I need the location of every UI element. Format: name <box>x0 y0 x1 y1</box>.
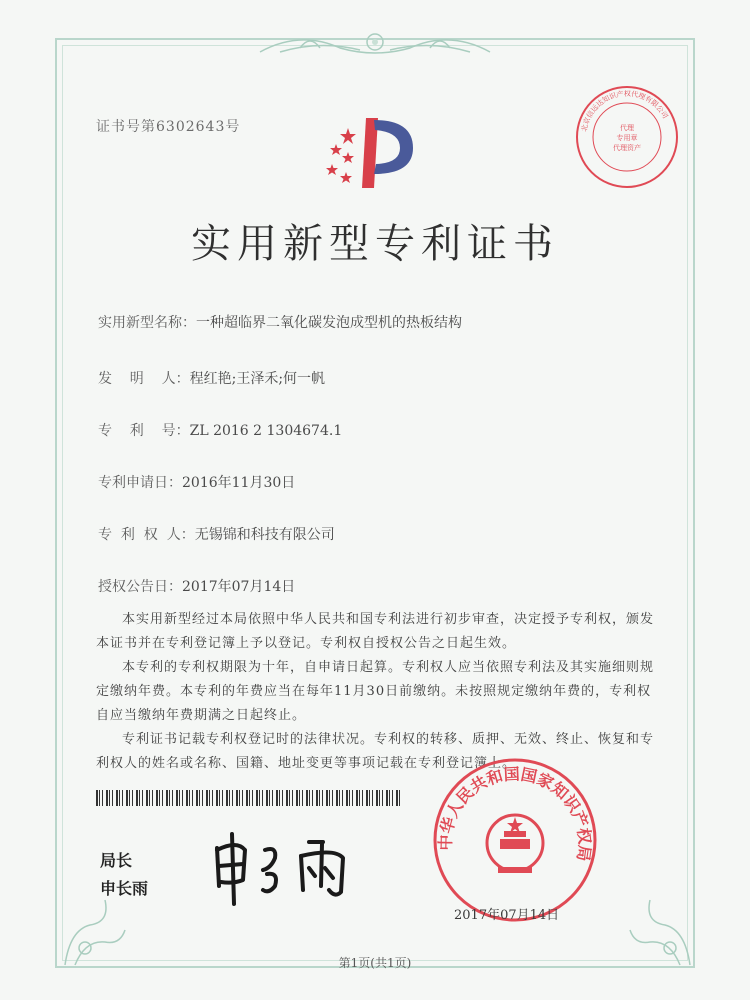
barcode-bar <box>142 790 143 806</box>
svg-text:代理: 代理 <box>620 124 634 132</box>
barcode-bar <box>129 790 130 806</box>
barcode-bar <box>209 790 210 806</box>
barcode-bar <box>269 790 270 806</box>
barcode-bar <box>226 790 228 806</box>
barcode-bar <box>136 790 138 806</box>
field-grant-date <box>98 576 295 596</box>
barcode-bar <box>109 790 110 806</box>
field-patent-number <box>98 420 342 440</box>
field-value: 2016年11月30日 <box>182 475 296 491</box>
barcode-bar <box>132 790 133 806</box>
barcode-bar <box>272 790 273 806</box>
svg-text:专用章: 专用章 <box>616 134 638 142</box>
agency-stamp-icon <box>572 82 682 192</box>
barcode-bar <box>216 790 218 806</box>
barcode-bar <box>116 790 118 806</box>
barcode-bar <box>332 790 333 806</box>
barcode-bar <box>146 790 148 806</box>
barcode-bar <box>212 790 213 806</box>
top-ornament-icon <box>0 0 750 70</box>
barcode-bar <box>282 790 283 806</box>
barcode-bar <box>302 790 303 806</box>
signer-name: 申长雨 <box>100 879 149 898</box>
barcode-bar <box>112 790 113 806</box>
barcode-bar <box>236 790 238 806</box>
barcode-bar <box>162 790 163 806</box>
barcode-bar <box>249 790 250 806</box>
barcode-bar <box>279 790 280 806</box>
barcode-bar <box>149 790 150 806</box>
barcode-bar <box>389 790 390 806</box>
barcode-bar <box>392 790 393 806</box>
barcode-bar <box>352 790 353 806</box>
field-value: 2017年07月14日 <box>182 579 296 595</box>
barcode-bar <box>102 790 103 806</box>
barcode-bar <box>186 790 188 806</box>
barcode-bar <box>369 790 370 806</box>
barcode-bar <box>169 790 170 806</box>
barcode-bar <box>386 790 388 806</box>
field-label: 授权公告日： <box>98 579 182 595</box>
barcode-bar <box>256 790 258 806</box>
barcode-bar <box>229 790 230 806</box>
barcode-bar <box>372 790 373 806</box>
barcode-bar <box>349 790 350 806</box>
barcode-bar <box>342 790 343 806</box>
barcode-bar <box>339 790 340 806</box>
svg-text:代理资产: 代理资产 <box>613 144 641 152</box>
barcode-bar <box>219 790 220 806</box>
barcode-bar <box>166 790 168 806</box>
barcode-bar <box>399 790 400 806</box>
field-label: 专利申请日： <box>98 475 182 491</box>
barcode-bar <box>356 790 358 806</box>
barcode-bar <box>299 790 300 806</box>
field-utility-model-name <box>98 312 462 332</box>
barcode-bar <box>266 790 268 806</box>
field-label: 实用新型名称： <box>98 315 196 331</box>
barcode-bar <box>122 790 123 806</box>
field-inventors <box>98 368 325 388</box>
barcode-bar <box>376 790 378 806</box>
barcode-bar <box>192 790 193 806</box>
barcode-bar <box>199 790 200 806</box>
barcode-bar <box>246 790 248 806</box>
barcode-bar <box>259 790 260 806</box>
field-application-date <box>98 472 295 492</box>
barcode-bar <box>289 790 290 806</box>
barcode-bar <box>252 790 253 806</box>
barcode-bar <box>286 790 288 806</box>
barcode-bar <box>156 790 158 806</box>
barcode-bar <box>329 790 330 806</box>
barcode-bar <box>222 790 223 806</box>
field-patentee <box>98 524 335 544</box>
barcode-bar <box>232 790 233 806</box>
barcode-bar <box>366 790 368 806</box>
barcode-bar <box>242 790 243 806</box>
cnipa-logo-icon <box>318 108 428 198</box>
seal-text: 中华人民共和国国家知识产权局 <box>435 764 595 863</box>
barcode-bar <box>306 790 308 806</box>
barcode-bar <box>182 790 183 806</box>
barcode-bar <box>322 790 323 806</box>
barcode-bar <box>396 790 398 806</box>
barcode-bar <box>316 790 318 806</box>
barcode-bar <box>346 790 348 806</box>
barcode-bar <box>292 790 293 806</box>
barcode-bar <box>139 790 140 806</box>
barcode-bar <box>152 790 153 806</box>
barcode-bar <box>119 790 120 806</box>
barcode-bar <box>336 790 338 806</box>
barcode-bar <box>189 790 190 806</box>
barcode-bar <box>172 790 173 806</box>
barcode-bar <box>382 790 383 806</box>
barcode-bar <box>326 790 328 806</box>
barcode-bar <box>239 790 240 806</box>
certificate-number: 证书号第6302643号 <box>96 119 241 135</box>
certificate-title: 实用新型专利证书 <box>191 221 559 267</box>
field-label: 发 明 人： <box>98 371 190 387</box>
body-paragraph: 本专利的专利权期限为十年，自申请日起算。专利权人应当依照专利法及其实施细则规定缴纳年费。本专利的年费应当在每年11月30日前缴纳。未按照规定缴纳年费的，专利权自应当缴纳年费期满之日起终止。 <box>96 660 655 723</box>
official-seal-icon <box>430 755 600 925</box>
barcode-bar <box>379 790 380 806</box>
body-paragraph: 本实用新型经过本局依照中华人民共和国专利法进行初步审查，决定授予专利权，颁发本证书并在专利登记簿上予以登记。专利权自授权公告之日起生效。 <box>96 612 655 651</box>
field-label: 专 利 号： <box>98 423 190 439</box>
page-footer: 第1页(共1页) <box>338 956 412 970</box>
barcode-bar <box>179 790 180 806</box>
barcode-icon <box>96 790 406 806</box>
barcode-bar <box>262 790 263 806</box>
barcode-bar <box>276 790 278 806</box>
barcode-bar <box>196 790 198 806</box>
certificate-body <box>96 608 658 776</box>
barcode-bar <box>309 790 310 806</box>
field-value: ZL 2016 2 1304674.1 <box>189 423 343 439</box>
field-value: 无锡锦和科技有限公司 <box>194 527 335 543</box>
barcode-bar <box>176 790 178 806</box>
svg-text:北京信远达知识产权代理有限公司: 北京信远达知识产权代理有限公司 <box>580 89 670 133</box>
barcode-bar <box>126 790 128 806</box>
field-value: 一种超临界二氧化碳发泡成型机的热板结构 <box>196 315 462 331</box>
seal-date: 2017年07月14日 <box>454 908 560 923</box>
barcode-bar <box>319 790 320 806</box>
barcode-bar <box>99 790 100 806</box>
handwritten-signature-icon <box>205 828 375 908</box>
field-value: 程红艳;王泽禾;何一帆 <box>189 371 326 387</box>
field-label: 专 利 权 人： <box>98 527 195 543</box>
barcode-bar <box>202 790 203 806</box>
body-paragraph: 专利证书记载专利权登记时的法律状况。专利权的转移、质押、无效、终止、恢复和专利权人的姓名或名称、国籍、地址变更等事项记载在专利登记簿上。 <box>96 732 655 771</box>
barcode-bar <box>106 790 108 806</box>
barcode-bar <box>296 790 298 806</box>
barcode-bar <box>206 790 208 806</box>
barcode-bar <box>96 790 98 806</box>
barcode-bar <box>362 790 363 806</box>
barcode-bar <box>359 790 360 806</box>
barcode-bar <box>312 790 313 806</box>
signer-title: 局长 <box>100 851 133 870</box>
barcode-bar <box>159 790 160 806</box>
